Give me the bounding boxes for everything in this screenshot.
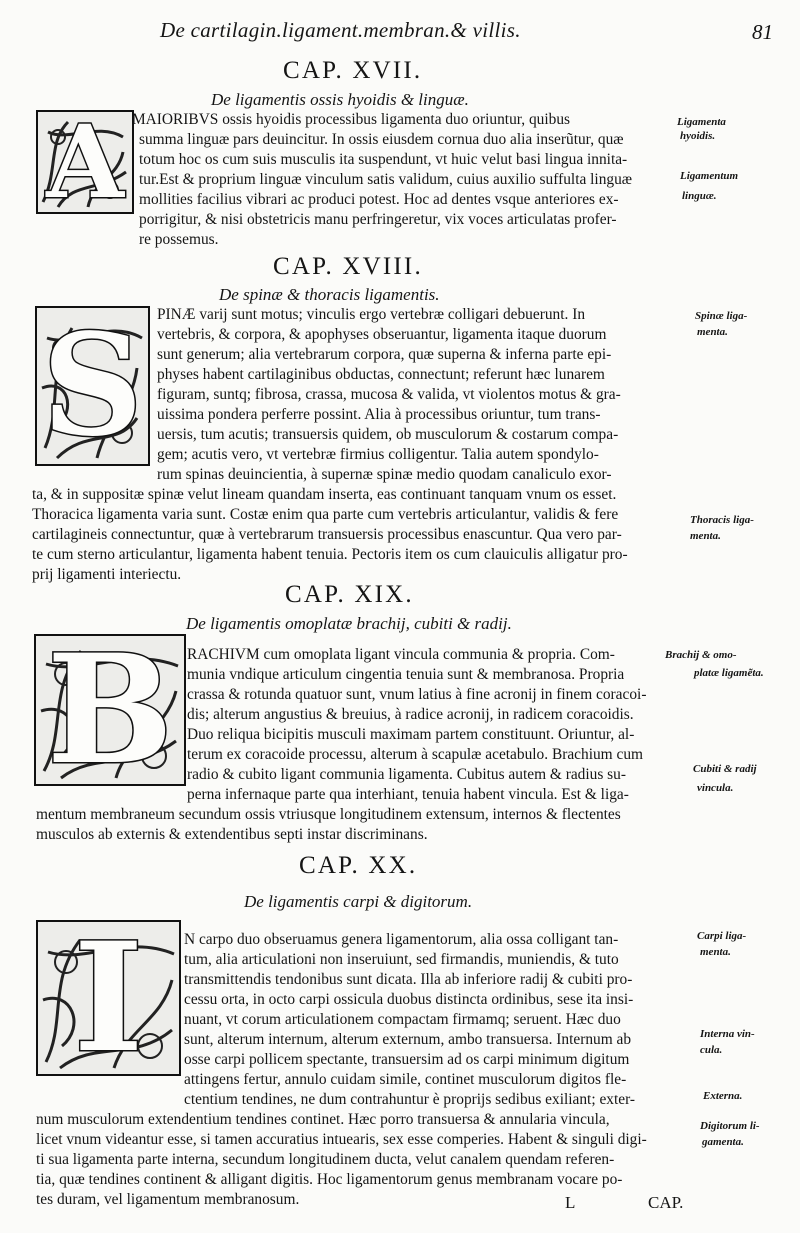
text-line: totum hoc os cum suis musculis ita suspendunt, vt huic velut basi lingua innita- [139, 151, 628, 168]
text-line: rum spinas deuincientia, à supernæ spinæ medio quodam canaliculo exor- [157, 466, 612, 483]
margin-note: menta. [700, 946, 731, 958]
initial-letter: A [46, 110, 124, 214]
margin-note: linguæ. [682, 190, 717, 202]
text-line: porrigitur, & nisi obstetricis manu perfringeretur, vix voces articulatas profer- [139, 211, 617, 228]
text-line: sunt generum; alia vertebrarum corpora, quæ superna & inferna parte epi- [157, 346, 612, 363]
decorated-initial-i [36, 920, 181, 1076]
text-line: mentum membraneum secundum ossis vtriusque longitudinem extensum, internos & flectentes [36, 806, 621, 823]
text-line: summa linguæ pars deuincitur. In ossis eiusdem cornua duo alia inserũtur, quæ [139, 131, 624, 148]
text-line: munia vndique articulum cingentia tenuia sunt & membranosa. Propria [187, 666, 625, 683]
text-line: licet vnum videantur esse, si tamen accuratius intuearis, sex esse comperies. Habent & singuli digi- [36, 1131, 647, 1148]
text-line: cartilagineis connectuntur, quæ à vertebrarum transuersis processibus enascuntur. Qua vero par- [32, 526, 622, 543]
chapter-subtitle-20: De ligamentis carpi & digitorum. [244, 892, 473, 911]
initial-letter: I [73, 920, 144, 1076]
text-line: RACHIVM cum omoplata ligant vincula communia & propria. Com- [187, 646, 615, 663]
chapter-subtitle-18: De spinæ & thoracis ligamentis. [219, 285, 440, 304]
text-line: physes habent cartilaginibus obductas, connectunt; referunt hæc lunarem [157, 366, 605, 383]
running-head: De cartilagin.ligament.membran.& villis. [160, 18, 521, 42]
initial-letter: S [41, 306, 144, 466]
text-line: dis; alterum angustius & breuius, à radice acronij, in radicem coracoidis. [187, 706, 634, 723]
margin-note: vincula. [697, 782, 734, 794]
initial-letter: B [46, 634, 174, 786]
chapter-heading-18: CAP. XVIII. [273, 253, 423, 280]
text-line: nuant, vt corum articulationem compactam firmamq; seruent. Hæc duo [184, 1011, 621, 1028]
text-line: attingens fertur, annulo cuidam simile, continet musculorum digitos fle- [184, 1071, 627, 1088]
decorated-initial-b [34, 634, 186, 786]
text-line: uissima pondera perferre possint. Alia à processibus oriuntur, tum trans- [157, 406, 601, 423]
text-line: musculos ab externis & extendentibus septi instar discriminans. [36, 826, 428, 843]
text-line: cessu orta, in octo carpi ossicula duobus distincta ordinibus, sese ita insi- [184, 991, 634, 1008]
text-line: re possemus. [139, 231, 219, 248]
text-line: vertebris, & corpora, & apophyses obseruantur, ligamenta itaque duorum [157, 326, 607, 343]
margin-note: Externa. [703, 1090, 743, 1102]
text-line: tes duram, vel ligamentum membranosum. [36, 1191, 300, 1208]
text-line: figuram, suntq; fibrosa, crassa, mucosa & valida, vt violentos motus & gra- [157, 386, 621, 403]
text-line: PINÆ varij sunt motus; vinculis ergo vertebræ colligari debuerunt. In [157, 306, 586, 323]
text-line: uersis, tum acutis; transuersis quidem, ob musculorum & costarum compa- [157, 426, 619, 443]
text-line: ctentium tendines, ne dum contrahuntur è proprijs sedibus exiliant; exter- [184, 1091, 636, 1108]
margin-note: Ligamentum [680, 170, 739, 182]
text-line: terum ex coracoide processu, alterum à scapulæ acetabulo. Brachium cum [187, 746, 643, 763]
decorated-initial-a [36, 110, 134, 214]
text-line: N carpo duo obseruamus genera ligamentorum, alia ossa colligant tan- [184, 931, 619, 948]
margin-note: Carpi liga- [697, 930, 747, 942]
text-line: perna infernaque parte qua interhiant, tenuia habent vincula. Est & liga- [187, 786, 629, 803]
text-line: ti sua ligamenta parte interna, secundum longitudinem ducta, velut canalem quendam referen- [36, 1151, 615, 1168]
margin-note: Interna vin- [700, 1028, 755, 1040]
signature-mark: L [565, 1193, 576, 1212]
decorated-initial-s [35, 306, 150, 466]
chapter-heading-17: CAP. XVII. [283, 57, 423, 84]
margin-note: menta. [690, 530, 721, 542]
text-line: prij ligamenti interiectu. [32, 566, 182, 583]
text-line: mollities facilius vibrari ac produci potest. Hoc ad dentes vsque anteriores ex- [139, 191, 619, 208]
margin-note: Brachij & omo- [665, 649, 737, 661]
text-line: Duo reliqua bicipitis musculi maximam partem constituunt. Oriuntur, al- [187, 726, 635, 743]
margin-note: Thoracis liga- [690, 514, 754, 526]
text-line: crassa & rotunda quatuor sunt, vnum latius à fine acronij in finem coracoi- [187, 686, 647, 703]
text-line: sunt, alterum internum, alterum externum, ambo transuersa. Internum ab [184, 1031, 632, 1048]
text-line: num musculorum extendentium tendines continet. Hæc porro transuersa & annularia vincula, [36, 1111, 610, 1128]
catchword: CAP. [648, 1193, 684, 1212]
margin-note: Spinæ liga- [695, 310, 748, 322]
margin-note: Cubiti & radij [693, 763, 757, 775]
chapter-subtitle-17: De ligamentis ossis hyoidis & linguæ. [211, 90, 469, 109]
chapter-heading-19: CAP. XIX. [285, 581, 414, 608]
text-line: te cum sterno articulantur, ligamenta habent tenuia. Pectoris item os cum clauiculis alligatur pro- [32, 546, 628, 563]
chapter-subtitle-19: De ligamentis omoplatæ brachij, cubiti & radij. [186, 614, 512, 633]
text-line: tur.Est & proprium linguæ vinculum satis validum, cuius auxilio suffulta linguæ [139, 171, 633, 188]
text-line: gem; acutis vero, vt vertebræ firmius colligentur. Talia autem spondylo- [157, 446, 599, 463]
text-line: MAIORIBVS ossis hyoidis processibus ligamenta duo oriuntur, quibus [132, 111, 571, 128]
page-number: 81 [752, 20, 773, 44]
chapter-heading-20: CAP. XX. [299, 852, 418, 879]
text-line: transmittendis tendonibus sunt dicata. Illa ab inferiore radij & cubiti pro- [184, 971, 633, 988]
text-line: Thoracica ligamenta varia sunt. Costæ enim qua parte cum vertebris articulantur, validis & fere [32, 506, 619, 523]
text-line: tia, quæ tendines continent & alligant digitis. Hoc ligamentorum genus membranam vocare po- [36, 1171, 623, 1188]
margin-note: Ligamenta [677, 116, 726, 128]
margin-note: hyoidis. [680, 130, 716, 142]
margin-note: Digitorum li- [700, 1120, 760, 1132]
margin-note: gamenta. [702, 1136, 744, 1148]
text-line: ta, & in suppositæ spinæ velut lineam quandam inserta, eas continuant tanquam vnum os esset. [32, 486, 617, 503]
margin-note: cula. [700, 1044, 723, 1056]
text-line: radio & cubito ligant communia ligamenta. Cubitus autem & radius su- [187, 766, 626, 783]
text-line: tum, alia articulationi non inseruiunt, sed firmandis, muniendis, & tuto [184, 951, 619, 968]
margin-note: menta. [697, 326, 728, 338]
text-line: osse carpi pollicem spectante, transuersim ad os carpi minimum digitum [184, 1051, 630, 1068]
margin-note: platæ ligamẽta. [694, 667, 764, 679]
